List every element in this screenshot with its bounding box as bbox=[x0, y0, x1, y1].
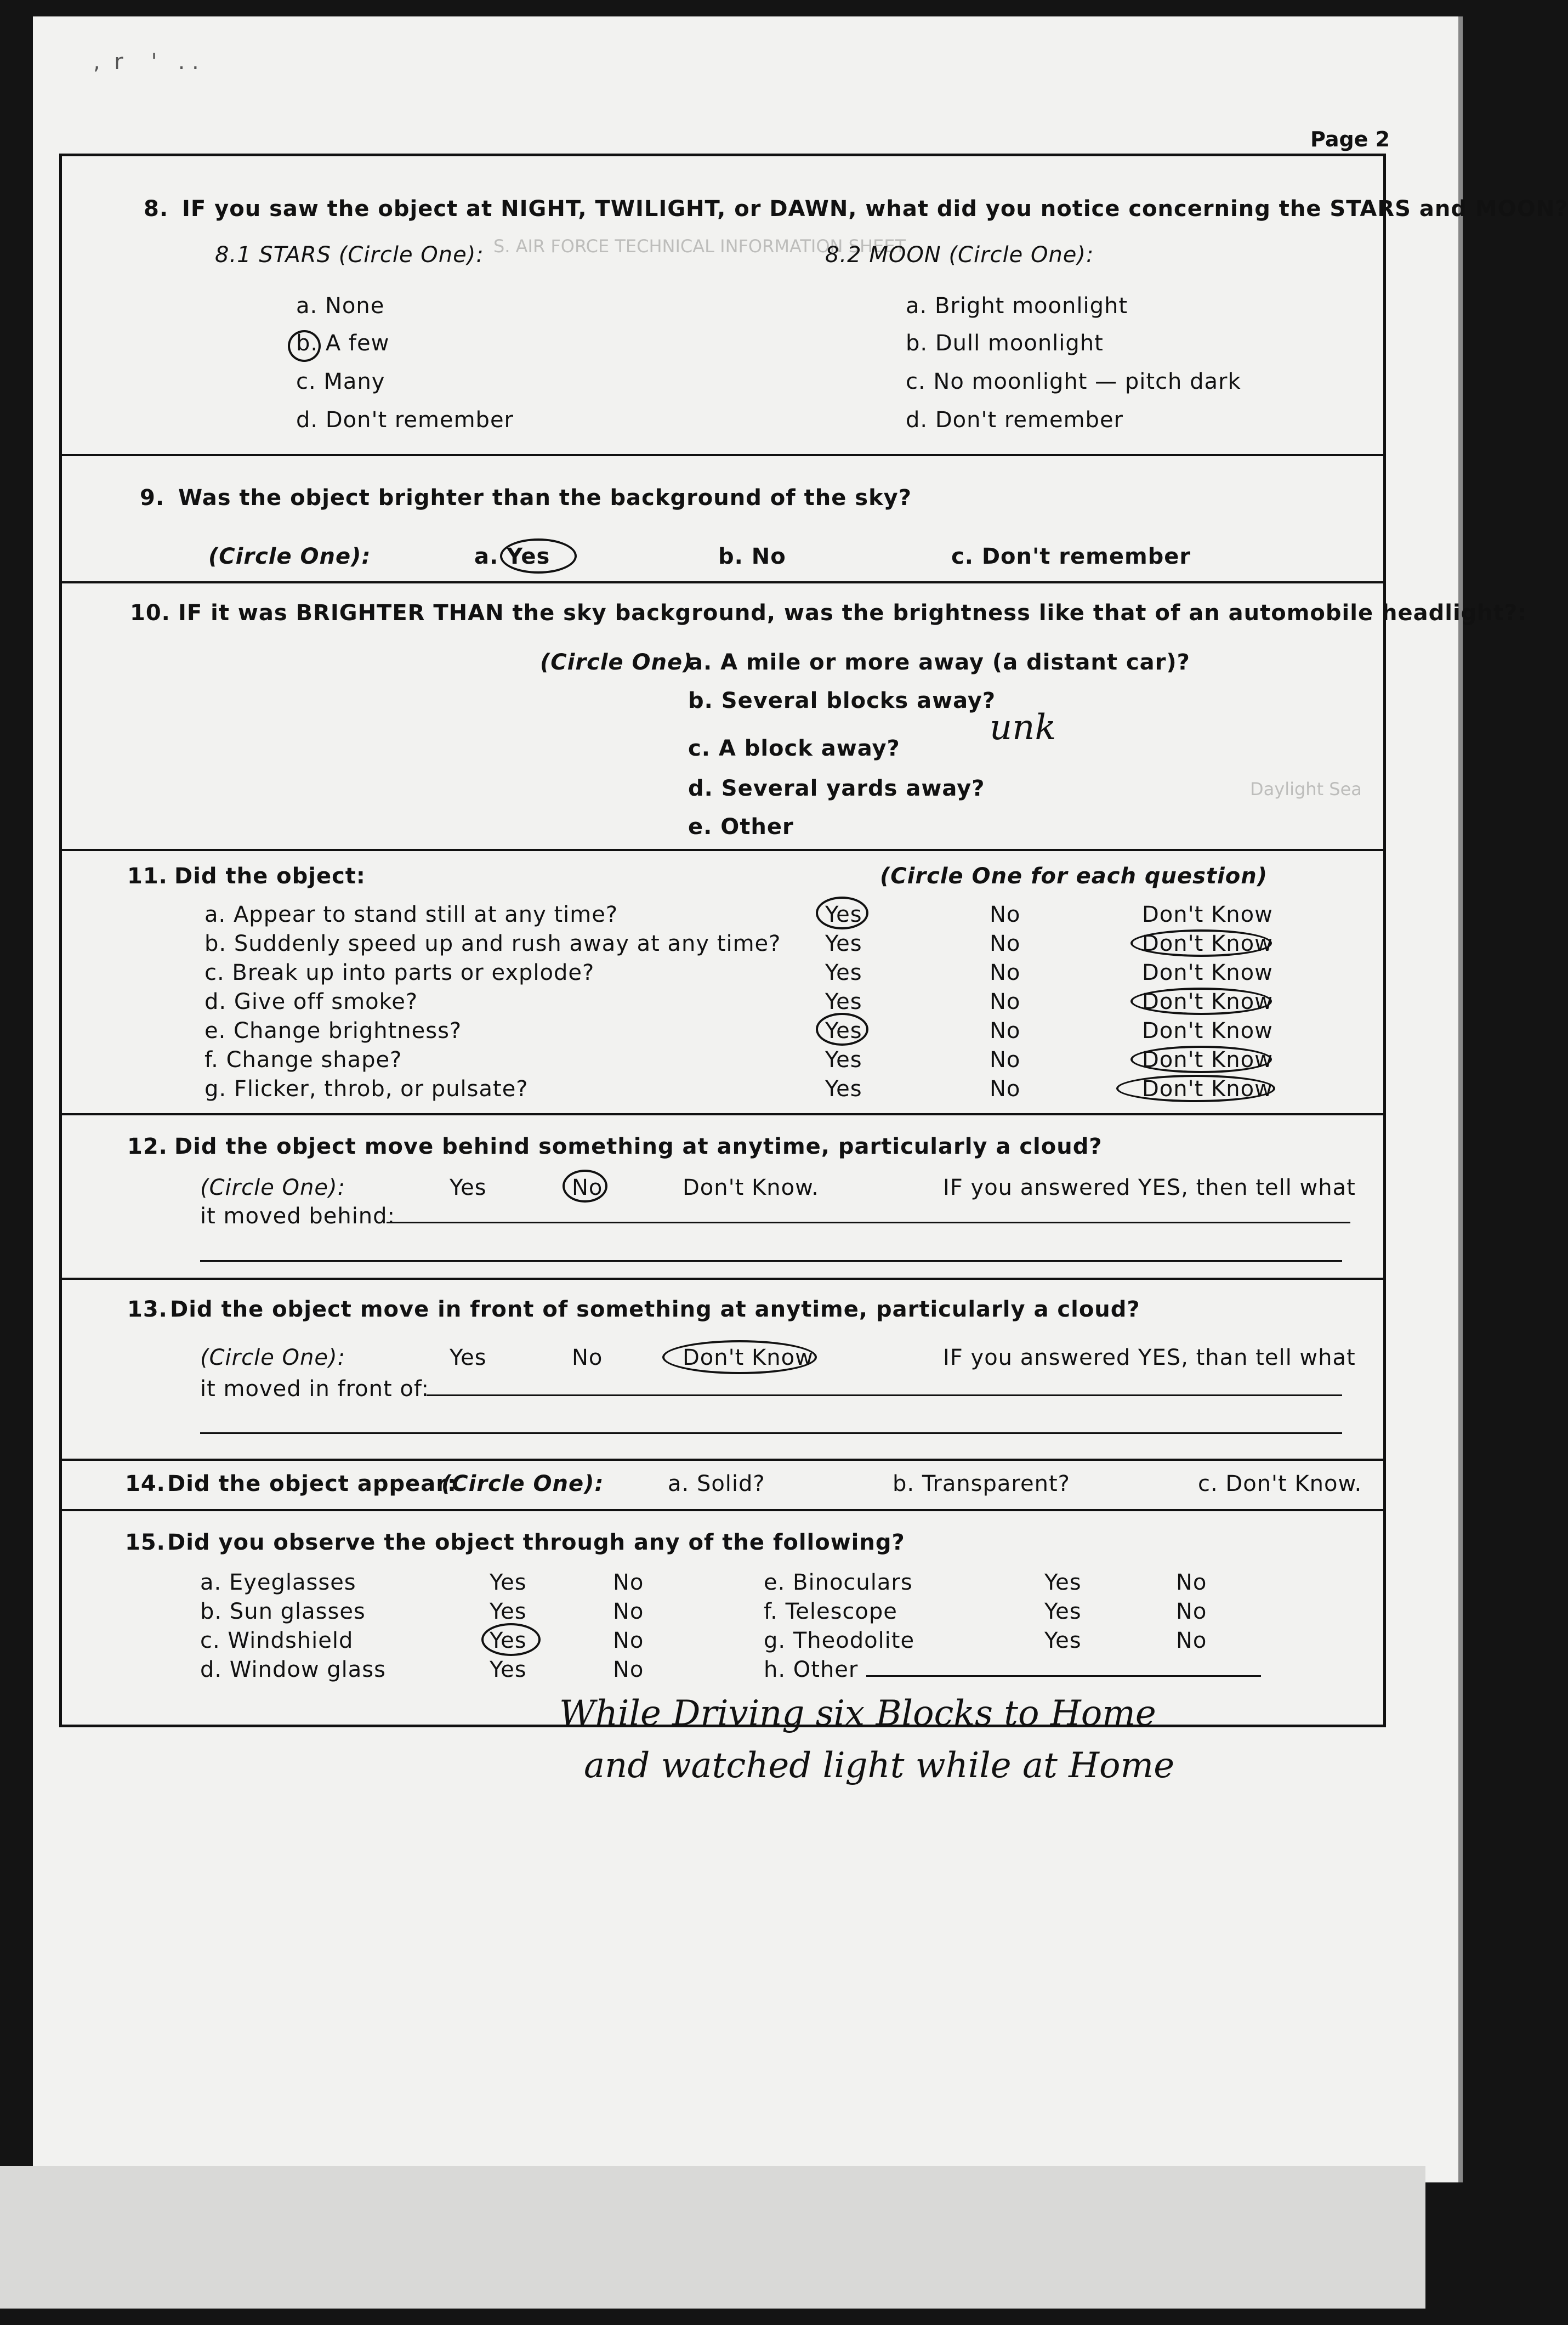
q13-if-yes: IF you answered YES, than tell what bbox=[943, 1345, 1356, 1370]
q15-no: No bbox=[1176, 1570, 1207, 1595]
answer-circle-mark bbox=[288, 330, 321, 362]
q8-moon-option: b. Dull moonlight bbox=[906, 331, 1104, 356]
answer-circle-mark bbox=[662, 1340, 817, 1374]
q8-stars-option: c. Many bbox=[296, 369, 385, 394]
q13-question: Did the object move in front of something at anytime, particularly a cloud? bbox=[170, 1297, 1140, 1322]
q14-number: 14. bbox=[125, 1471, 166, 1496]
q12-yes: Yes bbox=[450, 1175, 487, 1200]
q13-yes: Yes bbox=[450, 1345, 487, 1370]
answer-circle-mark bbox=[1130, 1046, 1272, 1073]
answer-circle-mark bbox=[816, 1013, 868, 1046]
answer-line bbox=[427, 1394, 1342, 1396]
q13-dont-know: Don't Know bbox=[683, 1345, 814, 1370]
q12-circle-one: (Circle One): bbox=[200, 1175, 346, 1200]
answer-circle-mark bbox=[816, 897, 868, 929]
answer-circle-mark bbox=[500, 538, 577, 574]
q12-moved-behind: it moved behind: bbox=[200, 1204, 396, 1229]
q11-no: No bbox=[990, 989, 1021, 1014]
q11-yes: Yes bbox=[825, 1047, 862, 1073]
q8-moon-option: d. Don't remember bbox=[906, 407, 1123, 433]
q11-row-label: d. Give off smoke? bbox=[204, 989, 418, 1014]
q8-moon-label: 8.2 MOON (Circle One): bbox=[825, 242, 1094, 268]
q15-yes: Yes bbox=[490, 1657, 527, 1682]
q8-number: 8. bbox=[144, 196, 169, 222]
q15-item-label: e. Binoculars bbox=[764, 1570, 913, 1595]
q15-yes: Yes bbox=[490, 1570, 527, 1595]
q11-row-label: a. Appear to stand still at any time? bbox=[204, 902, 618, 927]
q8-stars-option: a. None bbox=[296, 293, 385, 319]
q14-option: b. Transparent? bbox=[893, 1471, 1070, 1496]
q8-stars-label: 8.1 STARS (Circle One): bbox=[215, 242, 484, 268]
bleed-through-text: S. AIR FORCE TECHNICAL INFORMATION SHEET bbox=[493, 236, 906, 257]
q9-option: b. No bbox=[718, 544, 786, 569]
q15-yes: Yes bbox=[1044, 1599, 1082, 1624]
answer-circle-mark bbox=[563, 1170, 607, 1203]
q12-question: Did the object move behind something at anytime, particularly a cloud? bbox=[174, 1134, 1103, 1159]
q10-option: c. A block away? bbox=[688, 736, 900, 761]
section-divider bbox=[59, 454, 1386, 456]
q11-question: Did the object: bbox=[174, 864, 366, 889]
q11-number: 11. bbox=[127, 864, 168, 889]
q15-yes: Yes bbox=[1044, 1628, 1082, 1653]
answer-circle-mark bbox=[1130, 988, 1272, 1015]
q11-yes: Yes bbox=[825, 1018, 862, 1044]
q15-no: No bbox=[613, 1570, 644, 1595]
q11-yes: Yes bbox=[825, 989, 862, 1014]
answer-circle-mark bbox=[1130, 929, 1272, 957]
q15-item-label: d. Window glass bbox=[200, 1657, 386, 1682]
answer-line bbox=[866, 1675, 1261, 1677]
q13-no: No bbox=[572, 1345, 603, 1370]
q15-yes: Yes bbox=[490, 1628, 527, 1653]
q15-yes: Yes bbox=[1044, 1570, 1082, 1595]
q11-row-label: c. Break up into parts or explode? bbox=[204, 960, 595, 985]
q10-number: 10. bbox=[130, 600, 171, 626]
q11-dont-know: Don't Know bbox=[1142, 1047, 1273, 1073]
q15-item-label: h. Other bbox=[764, 1657, 859, 1682]
answer-circle-mark bbox=[1116, 1075, 1275, 1102]
q11-dont-know: Don't Know bbox=[1142, 931, 1273, 956]
q13-circle-one: (Circle One): bbox=[200, 1345, 346, 1370]
q12-dont-know: Don't Know. bbox=[683, 1175, 819, 1200]
q15-yes: Yes bbox=[490, 1599, 527, 1624]
q10-circle-one: (Circle One) bbox=[540, 650, 694, 675]
q11-yes: Yes bbox=[825, 960, 862, 985]
q11-dont-know: Don't Know bbox=[1142, 960, 1273, 985]
q12-if-yes: IF you answered YES, then tell what bbox=[943, 1175, 1356, 1200]
q9-question: Was the object brighter than the background of the sky? bbox=[178, 485, 912, 511]
q11-yes: Yes bbox=[825, 1076, 862, 1102]
q8-stars-option: d. Don't remember bbox=[296, 407, 514, 433]
q10-option: d. Several yards away? bbox=[688, 776, 985, 801]
q15-item-label: a. Eyeglasses bbox=[200, 1570, 356, 1595]
section-divider bbox=[59, 1278, 1386, 1280]
q14-option: c. Don't Know. bbox=[1198, 1471, 1362, 1496]
q11-no: No bbox=[990, 1076, 1021, 1102]
q9-option: a. Yes bbox=[474, 544, 550, 569]
q12-number: 12. bbox=[127, 1134, 168, 1159]
handwritten-answer: unk bbox=[990, 707, 1056, 748]
q10-option: a. A mile or more away (a distant car)? bbox=[688, 650, 1190, 675]
q8-question: IF you saw the object at NIGHT, TWILIGHT, or DAWN, what did you notice concerning the STARS and MOON? bbox=[182, 196, 1568, 222]
q11-no: No bbox=[990, 960, 1021, 985]
answer-line bbox=[200, 1432, 1342, 1434]
q10-option: b. Several blocks away? bbox=[688, 688, 996, 713]
bleed-through-text: Daylight Sea bbox=[1250, 779, 1362, 799]
q11-no: No bbox=[990, 931, 1021, 956]
q11-row-label: b. Suddenly speed up and rush away at any time? bbox=[204, 931, 781, 956]
handwritten-note: and watched light while at Home bbox=[584, 1745, 1175, 1786]
q15-question: Did you observe the object through any of the following? bbox=[167, 1530, 905, 1555]
q15-no: No bbox=[613, 1657, 644, 1682]
q15-item-label: c. Windshield bbox=[200, 1628, 354, 1653]
q15-no: No bbox=[613, 1628, 644, 1653]
q11-circle-note: (Circle One for each question) bbox=[880, 864, 1268, 889]
scan-underlay bbox=[0, 2166, 1425, 2309]
q8-moon-option: c. No moonlight — pitch dark bbox=[906, 369, 1241, 394]
q15-no: No bbox=[1176, 1628, 1207, 1653]
q11-dont-know: Don't Know bbox=[1142, 1018, 1273, 1044]
q15-item-label: b. Sun glasses bbox=[200, 1599, 366, 1624]
q15-no: No bbox=[1176, 1599, 1207, 1624]
answer-line bbox=[200, 1260, 1342, 1262]
q9-option: c. Don't remember bbox=[951, 544, 1191, 569]
q14-circle-one: (Circle One): bbox=[441, 1471, 604, 1496]
handwritten-note: While Driving six Blocks to Home bbox=[559, 1693, 1156, 1734]
q15-item-label: g. Theodolite bbox=[764, 1628, 915, 1653]
section-divider bbox=[59, 1509, 1386, 1511]
q11-row-label: e. Change brightness? bbox=[204, 1018, 462, 1044]
q15-item-label: f. Telescope bbox=[764, 1599, 897, 1624]
q10-option: e. Other bbox=[688, 814, 794, 840]
q14-question: Did the object appear: bbox=[167, 1471, 457, 1496]
section-divider bbox=[59, 849, 1386, 851]
q8-stars-option: b. A few bbox=[296, 331, 390, 356]
page-edge bbox=[1458, 16, 1463, 2182]
page-number: Page 2 bbox=[1310, 127, 1390, 151]
q15-number: 15. bbox=[125, 1530, 166, 1555]
q11-row-label: g. Flicker, throb, or pulsate? bbox=[204, 1076, 529, 1102]
q9-number: 9. bbox=[140, 485, 165, 511]
q11-no: No bbox=[990, 902, 1021, 927]
q11-no: No bbox=[990, 1018, 1021, 1044]
q11-no: No bbox=[990, 1047, 1021, 1073]
q14-option: a. Solid? bbox=[668, 1471, 765, 1496]
q13-moved-in-front: it moved in front of: bbox=[200, 1376, 429, 1402]
q11-dont-know: Don't Know bbox=[1142, 1076, 1273, 1102]
q11-yes: Yes bbox=[825, 902, 862, 927]
answer-line bbox=[387, 1222, 1350, 1223]
section-divider bbox=[59, 581, 1386, 583]
answer-circle-mark bbox=[481, 1623, 541, 1656]
q10-question: IF it was BRIGHTER THAN the sky background, was the brightness like that of an automobile headlight?: bbox=[178, 600, 1527, 626]
q11-row-label: f. Change shape? bbox=[204, 1047, 402, 1073]
q9-circle-one: (Circle One): bbox=[208, 544, 371, 569]
q11-dont-know: Don't Know bbox=[1142, 902, 1273, 927]
q8-moon-option: a. Bright moonlight bbox=[906, 293, 1128, 319]
q12-no: No bbox=[572, 1175, 603, 1200]
scan-specks: , r ' . . bbox=[93, 49, 199, 75]
section-divider bbox=[59, 1113, 1386, 1115]
section-divider bbox=[59, 1459, 1386, 1461]
q13-number: 13. bbox=[127, 1297, 168, 1322]
q15-no: No bbox=[613, 1599, 644, 1624]
q11-dont-know: Don't Know bbox=[1142, 989, 1273, 1014]
q11-yes: Yes bbox=[825, 931, 862, 956]
